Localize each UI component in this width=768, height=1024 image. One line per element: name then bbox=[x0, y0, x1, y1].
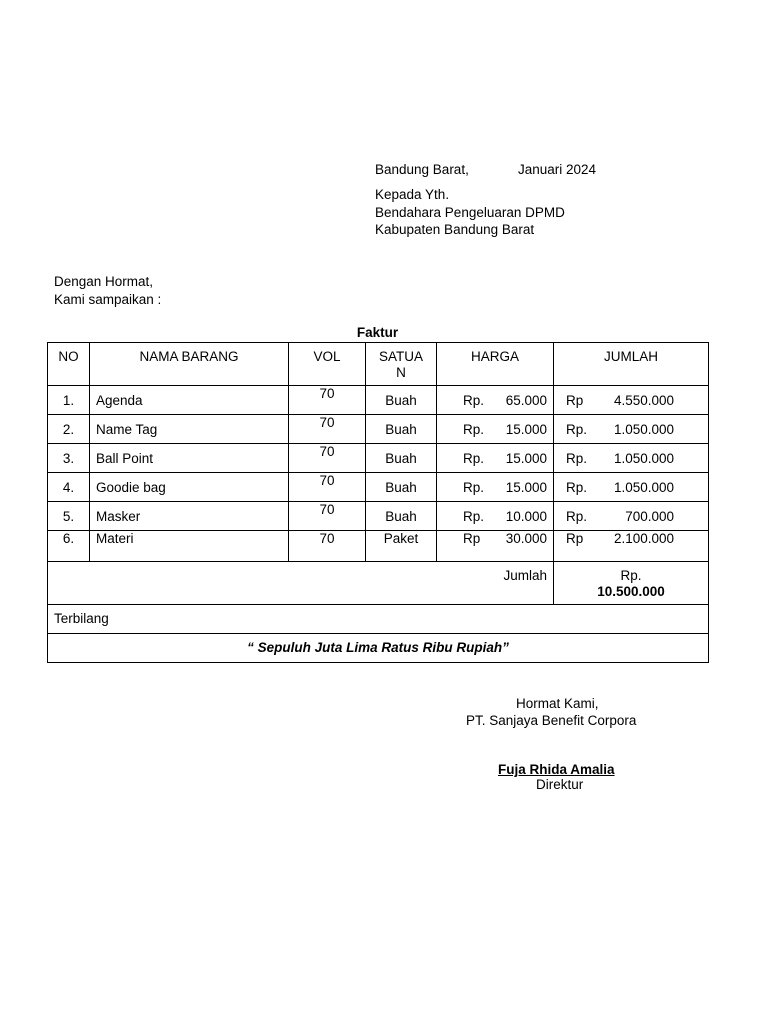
recipient-line-1: Kepada Yth. bbox=[375, 187, 450, 202]
row-price-currency: Rp. bbox=[463, 451, 485, 466]
row-no: 1. bbox=[62, 393, 75, 408]
terbilang-row bbox=[48, 605, 709, 634]
row-price-currency: Rp. bbox=[463, 509, 485, 524]
total-value-block bbox=[554, 562, 708, 600]
row-total-cell bbox=[554, 415, 709, 444]
table-row bbox=[48, 444, 709, 473]
amount-in-words-cell bbox=[48, 634, 709, 663]
row-no: 2. bbox=[62, 422, 75, 437]
row-unit: Buah bbox=[385, 422, 417, 437]
row-vol-cell bbox=[289, 386, 366, 415]
recipient-line-3: Kabupaten Bandung Barat bbox=[375, 222, 535, 237]
row-unit: Paket bbox=[383, 531, 419, 546]
row-total-currency: Rp. bbox=[566, 422, 588, 437]
row-total bbox=[554, 473, 708, 496]
row-price-value: 15.000 bbox=[505, 480, 547, 495]
row-total-value: 700.000 bbox=[625, 509, 674, 524]
invoice-title: Faktur bbox=[356, 325, 399, 340]
table-header-row bbox=[48, 343, 709, 386]
row-no-cell bbox=[48, 502, 90, 531]
row-no: 5. bbox=[62, 509, 75, 524]
row-unit-cell bbox=[366, 444, 437, 473]
row-total-currency: Rp. bbox=[566, 509, 588, 524]
row-name-cell bbox=[90, 473, 289, 502]
row-vol: 70 bbox=[319, 502, 335, 517]
row-vol: 70 bbox=[319, 386, 335, 401]
total-label: Jumlah bbox=[503, 568, 547, 583]
header-total-cell bbox=[554, 343, 709, 386]
row-vol-cell bbox=[289, 473, 366, 502]
header-unit bbox=[366, 343, 436, 381]
row-name: Materi bbox=[96, 531, 134, 546]
total-value: 10.500.000 bbox=[597, 584, 665, 599]
table-row bbox=[48, 415, 709, 444]
row-no: 3. bbox=[62, 451, 75, 466]
row-price-currency: Rp. bbox=[463, 480, 485, 495]
row-price-currency: Rp. bbox=[463, 393, 485, 408]
row-price-cell bbox=[437, 444, 554, 473]
row-price bbox=[437, 473, 553, 496]
row-vol-cell bbox=[289, 502, 366, 531]
header-unit-cell bbox=[366, 343, 437, 386]
row-price-cell bbox=[437, 502, 554, 531]
row-total-cell bbox=[554, 444, 709, 473]
row-no-cell bbox=[48, 444, 90, 473]
row-price-cell bbox=[437, 531, 554, 562]
total-row bbox=[48, 562, 709, 605]
amount-in-words-row bbox=[48, 634, 709, 663]
row-total-currency: Rp. bbox=[566, 480, 588, 495]
row-total-cell bbox=[554, 386, 709, 415]
row-unit: Buah bbox=[385, 509, 417, 524]
greeting-line-1: Dengan Hormat, bbox=[54, 274, 154, 289]
row-unit-cell bbox=[366, 473, 437, 502]
header-unit-part-1: SATUA bbox=[378, 349, 423, 364]
row-price-value: 30.000 bbox=[505, 531, 547, 546]
row-name-cell bbox=[90, 502, 289, 531]
row-name: Name Tag bbox=[96, 422, 158, 437]
total-value-cell bbox=[554, 562, 709, 605]
row-total-value: 1.050.000 bbox=[613, 451, 674, 466]
greeting-line-2: Kami sampaikan : bbox=[54, 292, 162, 307]
recipient-line-2: Bendahara Pengeluaran DPMD bbox=[375, 205, 565, 220]
company-name: PT. Sanjaya Benefit Corpora bbox=[466, 713, 637, 728]
row-total bbox=[554, 502, 708, 525]
total-label-cell bbox=[48, 562, 554, 605]
invoice-table bbox=[47, 342, 709, 663]
header-name: NAMA BARANG bbox=[139, 349, 239, 364]
header-no-cell bbox=[48, 343, 90, 386]
row-no-cell bbox=[48, 473, 90, 502]
row-total-currency: Rp. bbox=[566, 451, 588, 466]
row-unit: Buah bbox=[385, 451, 417, 466]
header-vol-cell bbox=[289, 343, 366, 386]
row-vol-cell bbox=[289, 415, 366, 444]
header-vol: VOL bbox=[313, 349, 341, 364]
signer-name: Fuja Rhida Amalia bbox=[498, 762, 615, 777]
header-no: NO bbox=[58, 349, 79, 364]
row-no-cell bbox=[48, 386, 90, 415]
row-total bbox=[554, 444, 708, 467]
row-price bbox=[437, 444, 553, 467]
row-total-currency: Rp bbox=[566, 393, 584, 408]
row-unit-cell bbox=[366, 415, 437, 444]
row-total-cell bbox=[554, 502, 709, 531]
total-currency: Rp. bbox=[620, 568, 642, 583]
row-name-cell bbox=[90, 386, 289, 415]
row-total bbox=[554, 415, 708, 438]
letter-place: Bandung Barat, bbox=[375, 162, 469, 177]
row-price-cell bbox=[437, 386, 554, 415]
table-row bbox=[48, 531, 709, 562]
closing-salutation: Hormat Kami, bbox=[516, 696, 599, 711]
table-row bbox=[48, 386, 709, 415]
row-unit-cell bbox=[366, 531, 437, 562]
row-price-cell bbox=[437, 415, 554, 444]
row-price bbox=[437, 502, 553, 525]
row-total-value: 1.050.000 bbox=[613, 480, 674, 495]
row-price-value: 15.000 bbox=[505, 422, 547, 437]
row-price bbox=[437, 386, 553, 409]
row-unit: Buah bbox=[385, 393, 417, 408]
row-vol: 70 bbox=[319, 444, 335, 459]
row-vol-cell bbox=[289, 531, 366, 562]
row-name: Goodie bag bbox=[96, 480, 166, 495]
row-no: 6. bbox=[62, 531, 75, 546]
terbilang-label-cell bbox=[48, 605, 709, 634]
row-name-cell bbox=[90, 531, 289, 562]
table-row bbox=[48, 502, 709, 531]
row-price bbox=[437, 531, 553, 547]
row-no: 4. bbox=[62, 480, 75, 495]
row-total bbox=[554, 531, 708, 547]
row-price bbox=[437, 415, 553, 438]
row-unit-cell bbox=[366, 502, 437, 531]
row-price-currency: Rp. bbox=[463, 422, 485, 437]
row-name-cell bbox=[90, 415, 289, 444]
row-unit-cell bbox=[366, 386, 437, 415]
row-name: Ball Point bbox=[96, 451, 154, 466]
terbilang-label: Terbilang bbox=[54, 611, 109, 626]
header-total: JUMLAH bbox=[603, 349, 658, 364]
signer-title: Direktur bbox=[536, 777, 584, 792]
header-name-cell bbox=[90, 343, 289, 386]
row-price-currency: Rp bbox=[463, 531, 481, 546]
row-unit: Buah bbox=[385, 480, 417, 495]
amount-in-words: “ Sepuluh Juta Lima Ratus Ribu Rupiah” bbox=[247, 640, 509, 655]
row-vol: 70 bbox=[319, 531, 335, 546]
row-name: Agenda bbox=[96, 393, 143, 408]
row-total-value: 4.550.000 bbox=[613, 393, 674, 408]
row-price-value: 15.000 bbox=[505, 451, 547, 466]
row-price-value: 65.000 bbox=[505, 393, 547, 408]
row-name: Masker bbox=[96, 509, 141, 524]
row-price-value: 10.000 bbox=[505, 509, 547, 524]
row-total bbox=[554, 386, 708, 409]
row-total-cell bbox=[554, 531, 709, 562]
row-price-cell bbox=[437, 473, 554, 502]
row-name-cell bbox=[90, 444, 289, 473]
row-total-currency: Rp bbox=[566, 531, 584, 546]
table-row bbox=[48, 473, 709, 502]
row-total-cell bbox=[554, 473, 709, 502]
header-unit-part-2: N bbox=[396, 365, 406, 380]
row-vol: 70 bbox=[319, 473, 335, 488]
header-price-cell bbox=[437, 343, 554, 386]
letter-date: Januari 2024 bbox=[518, 162, 597, 177]
row-vol: 70 bbox=[319, 415, 335, 430]
header-price: HARGA bbox=[470, 349, 519, 364]
row-no-cell bbox=[48, 415, 90, 444]
row-vol-cell bbox=[289, 444, 366, 473]
row-no-cell bbox=[48, 531, 90, 562]
row-total-value: 1.050.000 bbox=[613, 422, 674, 437]
row-total-value: 2.100.000 bbox=[613, 531, 674, 546]
